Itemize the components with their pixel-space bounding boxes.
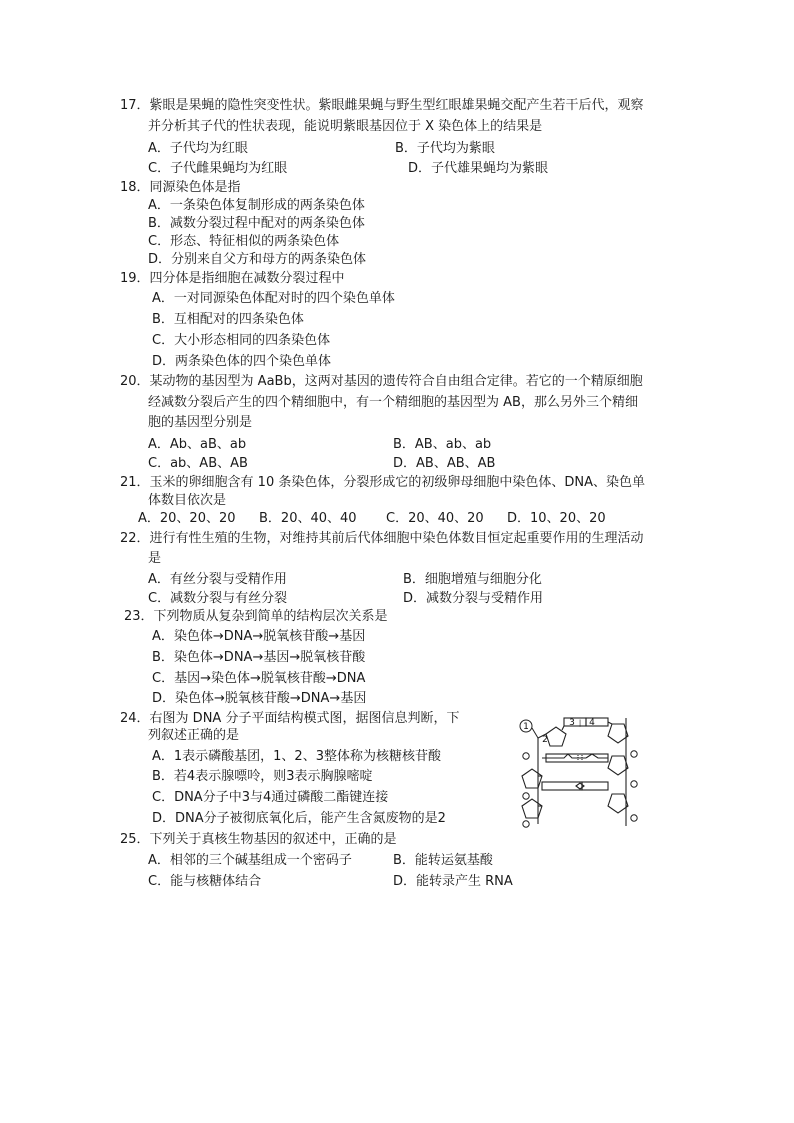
question-23-stem: [124, 608, 388, 626]
sugar-pentagon-right-1: [608, 724, 628, 743]
option-25-c: C．能与核糖体结合: [148, 874, 262, 889]
option-18-a: A．一条染色体复制形成的两条染色体: [148, 198, 365, 213]
label-3: 3: [569, 718, 575, 728]
question-number: 17．: [120, 98, 150, 113]
stem-text: 右图为 DNA 分子平面结构模式图，据图信息判断，下: [149, 711, 460, 726]
question-number: 18．: [120, 180, 150, 195]
question-18-stem: [120, 179, 241, 197]
label-4: 4: [589, 718, 595, 728]
option-22-a: A．有丝分裂与受精作用: [148, 572, 287, 587]
option-25-a: A．相邻的三个碱基组成一个密码子: [148, 853, 352, 868]
stem-text: 玉米的卵细胞含有 10 条染色体，分裂形成它的初级卵母细胞中染色体、DNA、染色单: [149, 475, 645, 490]
option-19-c: C．大小形态相同的四条染色体: [152, 333, 331, 348]
option-22-c: C．减数分裂与有丝分裂: [148, 591, 288, 606]
option-23-b: B．染色体→DNA→基因→脱氧核苷酸: [152, 650, 366, 665]
question-17-stem-line-1: [120, 97, 644, 115]
question-number: 24．: [120, 711, 150, 726]
stem-text: 进行有性生殖的生物，对维持其前后代体细胞中染色体数目恒定起重要作用的生理活动: [149, 531, 644, 546]
option-17-d: D．子代雄果蝇均为紫眼: [408, 161, 549, 176]
question-17-stem-line-2: 并分析其子代的性状表现，能说明紫眼基因位于 X 染色体上的结果是: [148, 119, 543, 134]
question-24-stem-line-1: [120, 710, 459, 728]
question-number: 22．: [120, 531, 150, 546]
sugar-pentagon-right-2: [608, 756, 628, 775]
base-3-box: [564, 718, 586, 726]
option-17-c: C．子代雌果蝇均为红眼: [148, 161, 288, 176]
option-25-d: D．能转录产生 RNA: [393, 874, 513, 889]
option-19-b: B．互相配对的四条染色体: [152, 312, 304, 327]
option-21-c: C．20、40、20: [386, 511, 484, 526]
option-20-b: B．AB、ab、ab: [393, 437, 492, 452]
option-23-d: D．染色体→脱氧核苷酸→DNA→基因: [152, 691, 367, 706]
option-20-c: C．ab、AB、AB: [148, 456, 248, 471]
option-21-d: D．10、20、20: [507, 511, 606, 526]
question-number: 19．: [120, 271, 150, 286]
stem-text: 四分体是指细胞在减数分裂过程中: [149, 271, 345, 286]
question-number: 20．: [120, 374, 150, 389]
option-18-b: B．减数分裂过程中配对的两条染色体: [148, 216, 365, 231]
option-22-d: D．减数分裂与受精作用: [403, 591, 544, 606]
option-20-a: A．Ab、aB、ab: [148, 437, 247, 452]
question-22-stem-line-2: 是: [148, 551, 162, 566]
option-24-b: B．若4表示腺嘌呤，则3表示胸腺嘧啶: [152, 769, 373, 784]
base-right-2: [586, 754, 608, 758]
base-left-2: [542, 754, 586, 758]
option-19-d: D．两条染色体的四个染色单体: [152, 354, 332, 369]
option-23-c: C．基因→染色体→脱氧核苷酸→DNA: [152, 671, 366, 686]
question-20-stem-line-1: [120, 373, 643, 391]
stem-text: 同源染色体是指: [149, 180, 241, 195]
option-24-c: C．DNA分子中3与4通过磷酸二酯键连接: [152, 790, 389, 805]
question-20-stem-line-2: 经减数分裂后产生的四个精细胞中，有一个精细胞的基因型为 AB，那么另外三个精细: [148, 395, 638, 410]
stem-text: 紫眼是果蝇的隐性突变性状。紫眼雌果蝇与野生型红眼雄果蝇交配产生若干后代，观察: [149, 98, 644, 113]
option-24-d: D．DNA分子被彻底氧化后，能产生含氮废物的是2: [152, 811, 446, 826]
sugar-pentagon-right-3: [608, 794, 628, 813]
sugar-pentagon-left-3: [522, 799, 542, 818]
option-22-b: B．细胞增殖与细胞分化: [403, 572, 542, 587]
label-2: 2: [542, 735, 548, 745]
question-number: 23．: [124, 609, 154, 624]
dna-structure-diagram: [516, 714, 644, 832]
option-21-b: B．20、40、40: [259, 511, 357, 526]
option-21-a: A．20、20、20: [138, 511, 236, 526]
stem-text: 下列物质从复杂到简单的结构层次关系是: [153, 609, 388, 624]
stem-text: 下列关于真核生物基因的叙述中，正确的是: [149, 832, 397, 847]
question-24-stem-line-2: 列叙述正确的是: [148, 728, 240, 743]
question-number: 25．: [120, 832, 150, 847]
option-23-a: A．染色体→DNA→脱氧核苷酸→基因: [152, 629, 366, 644]
sugar-pentagon-left-2: [522, 769, 542, 788]
option-17-b: B．子代均为紫眼: [395, 141, 495, 156]
base-right-3-box: [582, 782, 608, 790]
option-17-a: A．子代均为红眼: [148, 141, 248, 156]
stem-text: 某动物的基因型为 AaBb，这两对基因的遗传符合自由组合定律。若它的一个精原细胞: [149, 374, 643, 389]
question-21-stem-line-1: [120, 474, 645, 492]
option-24-a: A．1表示磷酸基团，1、2、3整体称为核糖核苷酸: [152, 749, 441, 764]
question-number: 21．: [120, 475, 150, 490]
svg-text:|: |: [578, 719, 582, 727]
question-19-stem: [120, 270, 345, 288]
option-18-c: C．形态、特征相似的两条染色体: [148, 234, 340, 249]
option-19-a: A．一对同源染色体配对时的四个染色单体: [152, 291, 395, 306]
option-18-d: D．分别来自父方和母方的两条染色体: [148, 252, 367, 267]
sugar-pentagon-left-1: [546, 727, 566, 746]
option-20-d: D．AB、AB、AB: [393, 456, 496, 471]
option-25-b: B．能转运氨基酸: [393, 853, 493, 868]
question-21-stem-line-2: 体数目依次是: [148, 493, 227, 508]
question-25-stem: [120, 831, 397, 849]
label-1: 1: [523, 722, 529, 732]
question-22-stem-line-1: [120, 530, 644, 548]
question-20-stem-line-3: 胞的基因型分别是: [148, 415, 253, 430]
